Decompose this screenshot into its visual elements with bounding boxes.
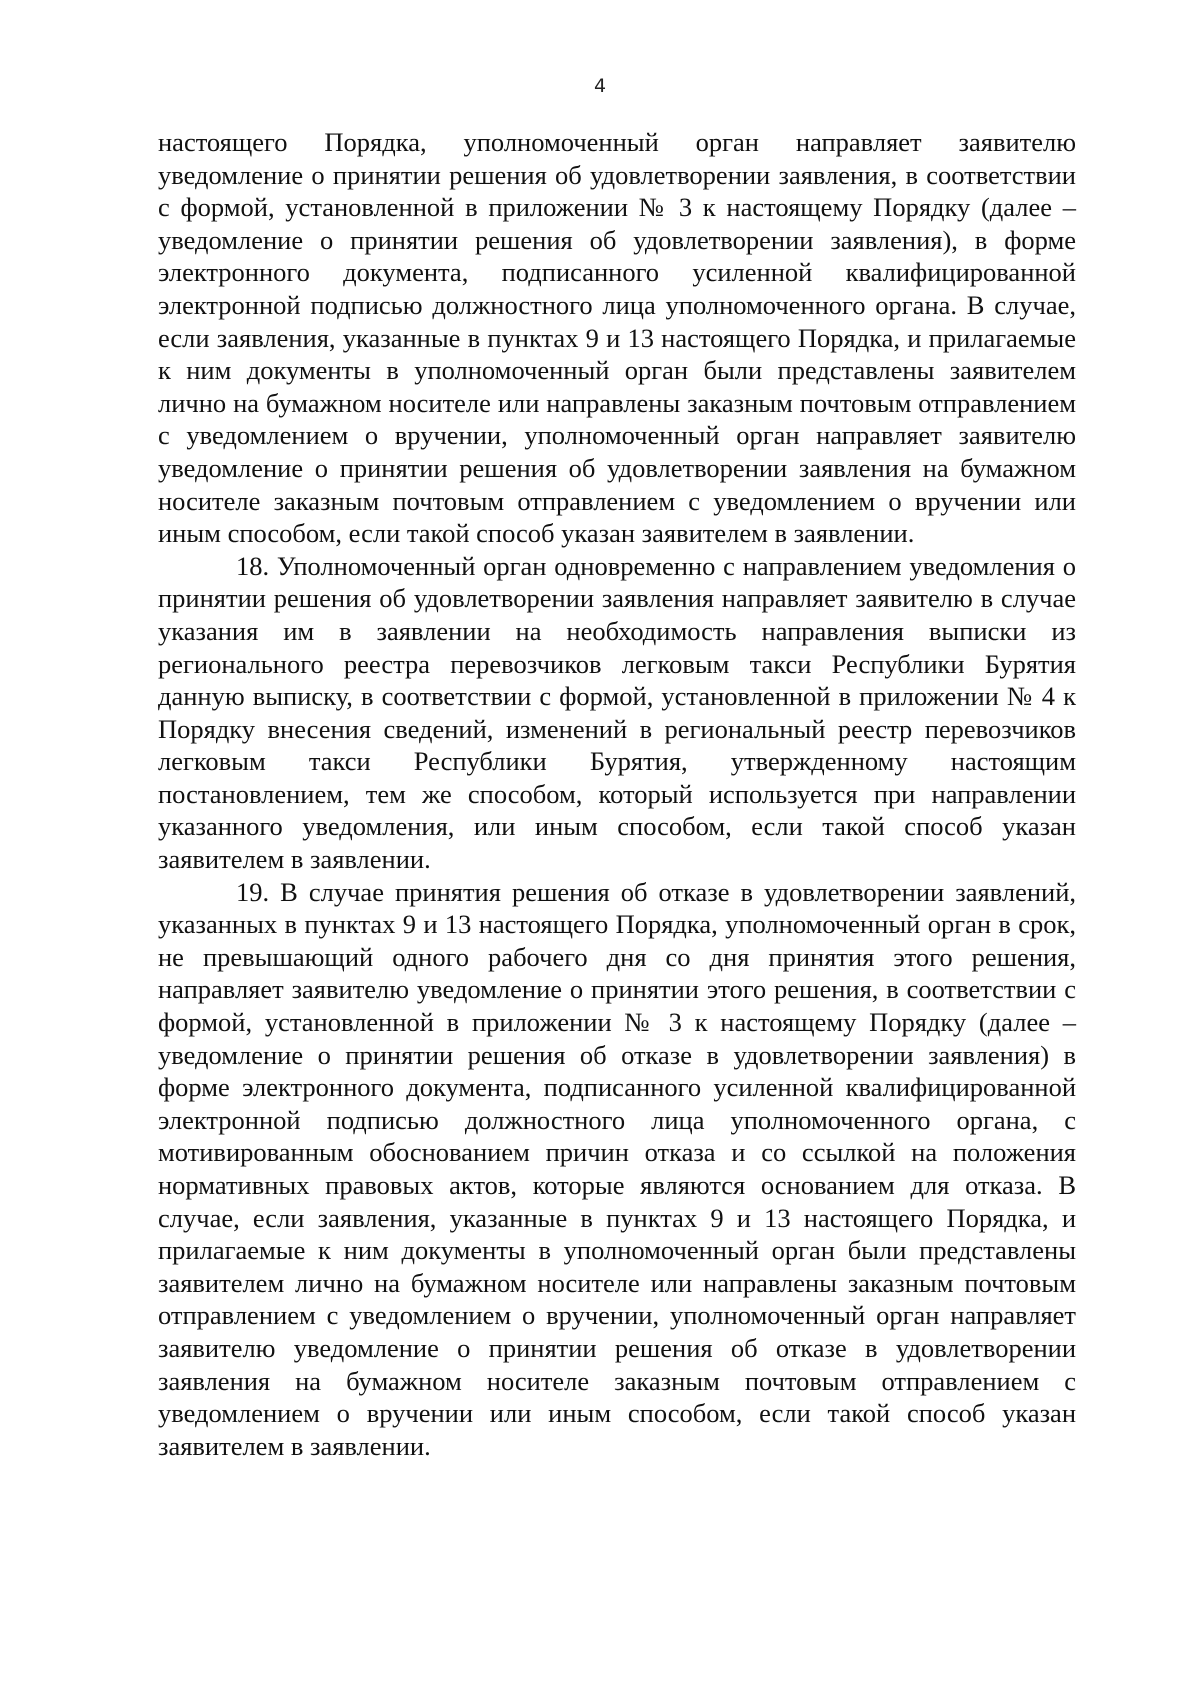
paragraph-19: 19. В случае принятия решения об отказе в удовлетворении заявлений, указанных в пунктах 9 и 13 настоящего Порядка, уполномоченный орган в срок, не превышающий одного рабочего дня со дня принятия этого решения, направляет заявителю уведомление о принятии этого решения, в соответствии с формой, установленной в приложении № 3 к настоящему Порядку (далее – уведомление о принятии решения об отказе в удовлетворении заявления) в форме электронного документа, подписанного усиленной квалифицированной электронной подписью должностного лица уполномоченного органа, с мотивированным обоснованием причин отказа и со ссылкой на положения нормативных правовых актов, которые являются основанием для отказа. В случае, если заявления, указанные в пунктах 9 и 13 настоящего Порядка, и прилагаемые к ним документы в уполномоченный орган были представлены заявителем лично на бумажном носителе или направлены заказным почтовым отправлением с уведомлением о вручении, уполномоченный орган направляет заявителю уведомление о принятии решения об отказе в удовлетворении заявления на бумажном носителе заказным почтовым отправлением с уведомлением о вручении или иным способом, если такой способ указан заявителем в заявлении.	[158, 876, 1076, 1461]
paragraph-18: 18. Уполномоченный орган одновременно с направлением уведомления о принятии решения об удовлетворении заявления направляет заявителю в случае указания им в заявлении на необходимость направления выписки из регионального реестра перевозчиков легковым такси Республики Бурятия данную выписку, в соответствии с формой, установленной в приложении № 4 к Порядку внесения сведений, изменений в региональный реестр перевозчиков легковым такси Республики Бурятия, утвержденному настоящим постановлением, тем же способом, который используется при направлении указанного уведомления, или иным способом, если такой способ указан заявителем в заявлении.	[158, 550, 1076, 875]
paragraph-continuation: настоящего Порядка, уполномоченный орган направляет заявителю уведомление о принятии решения об удовлетворении заявления, в соответствии с формой, установленной в приложении № 3 к настоящему Порядку (далее – уведомление о принятии решения об удовлетворении заявления), в форме электронного документа, подписанного усиленной квалифицированной электронной подписью должностного лица уполномоченного органа. В случае, если заявления, указанные в пунктах 9 и 13 настоящего Порядка, и прилагаемые к ним документы в уполномоченный орган были представлены заявителем лично на бумажном носителе или направлены заказным почтовым отправлением с уведомлением о вручении, уполномоченный орган направляет заявителю уведомление о принятии решения об удовлетворении заявления на бумажном носителе заказным почтовым отправлением с уведомлением о вручении или иным способом, если такой способ указан заявителем в заявлении.	[158, 127, 1076, 549]
document-body	[158, 126, 1076, 1462]
page-number: 4	[593, 75, 607, 97]
